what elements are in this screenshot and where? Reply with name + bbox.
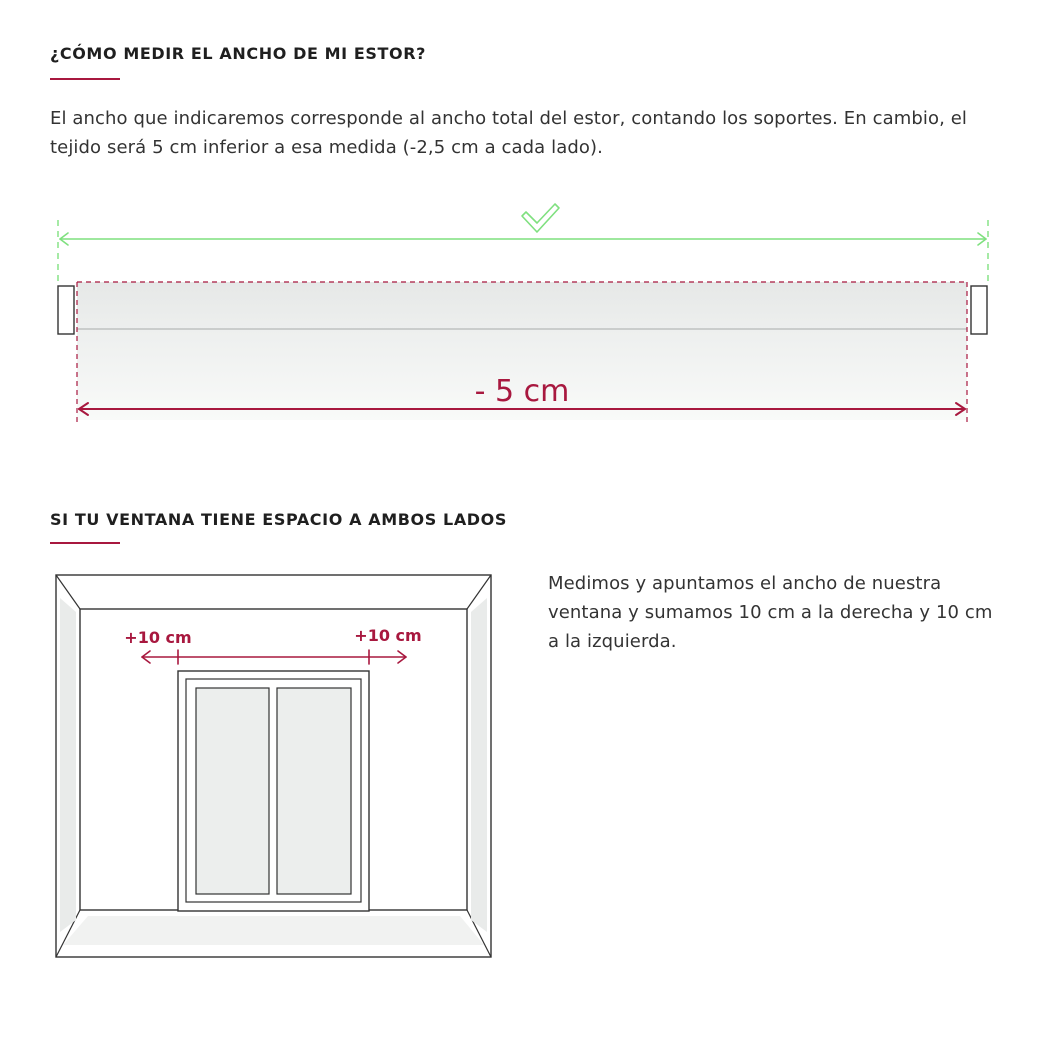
fabric-width-label: - 5 cm (474, 374, 570, 409)
section-2-title: SI TU VENTANA TIENE ESPACIO A AMBOS LADOS (50, 510, 508, 529)
section-1-title: ¿CÓMO MEDIR EL ANCHO DE MI ESTOR? (50, 44, 427, 63)
section-2-underline (50, 542, 120, 544)
window-illustration (56, 575, 491, 957)
section-2-description: Medimos y apuntamos el ancho de nuestra ventana y sumamos 10 cm a la derecha y 10 cm a la izquierda. (548, 573, 993, 652)
section-1-description: El ancho que indicaremos corresponde al ancho total del estor, contando los soportes. En cambio, el tejido será 5 cm inferior a esa medida (-2,5 cm a cada lado). (50, 108, 968, 158)
check-icon (522, 204, 559, 232)
total-width-guides (58, 220, 988, 286)
window-pane-left (196, 688, 269, 894)
right-extra-label: +10 cm (354, 626, 422, 645)
left-bracket (58, 286, 74, 334)
window-pane-right (277, 688, 351, 894)
left-extra-label: +10 cm (124, 628, 192, 647)
total-width-arrow (60, 233, 986, 245)
right-bracket (971, 286, 987, 334)
